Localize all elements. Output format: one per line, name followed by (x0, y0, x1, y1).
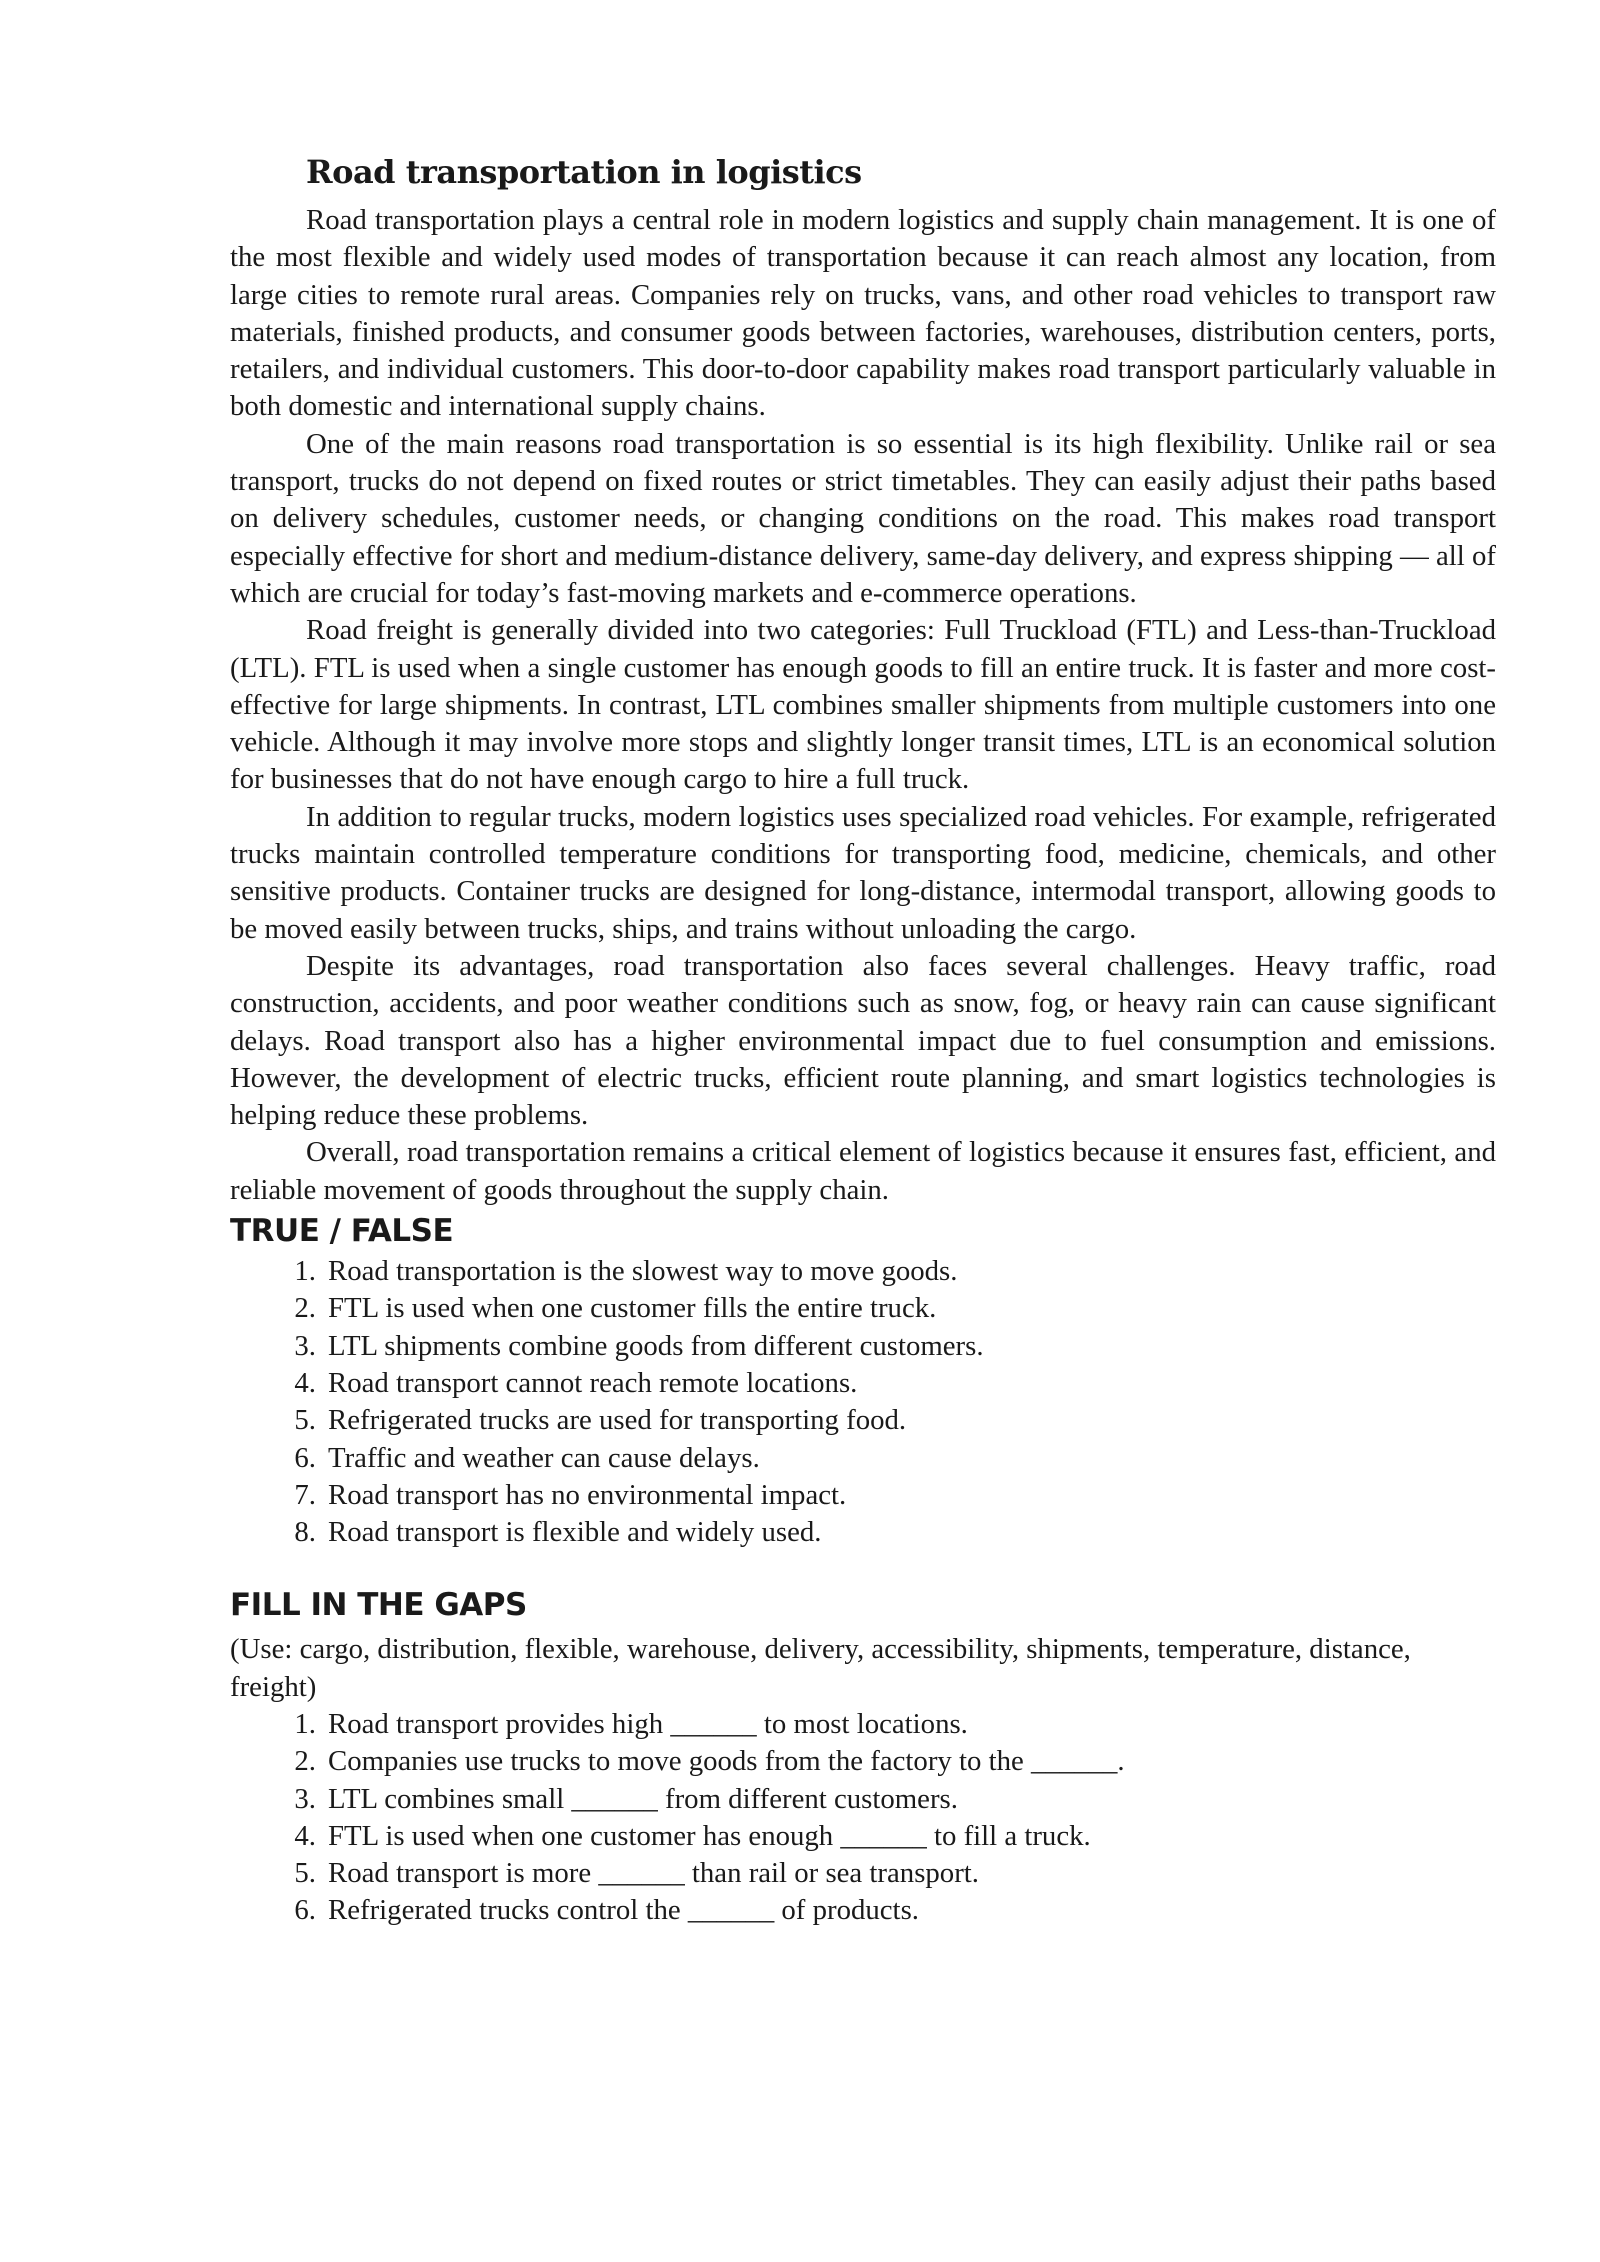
true-false-list (230, 1253, 1496, 1551)
list-item (230, 1514, 1496, 1551)
list-item (230, 1743, 1496, 1780)
paragraph: Road transportation plays a central role in modern logistics and supply chain management. It is one of the most flexible and widely used modes of transportation because it can reach almost any location, from large cities to remote rural areas. Companies rely on trucks, vans, and other road vehicles to transport raw materials, finished products, and consumer goods between factories, warehouses, distribution centers, ports, retailers, and individual customers. This door-to-door capability makes road transport particularly valuable in both domestic and international supply chains. (230, 204, 1496, 423)
document-page (230, 150, 1496, 1930)
item-text: Road transportation is the slowest way to move goods. (328, 1255, 958, 1288)
item-number: 5. (294, 1404, 316, 1437)
item-number: 8. (294, 1516, 316, 1549)
paragraph: Despite its advantages, road transportation also faces several challenges. Heavy traffic, road construction, accidents, and poor weather conditions such as snow, fog, or heavy rain can cause significant delays. Road transport also has a higher environmental impact due to fuel consumption and emissions. However, the development of electric trucks, efficient route planning, and smart logistics technologies is helping reduce these problems. (230, 949, 1496, 1132)
item-number: 1. (294, 1707, 316, 1740)
item-number: 5. (294, 1857, 316, 1890)
item-number: 6. (294, 1441, 316, 1474)
item-number: 2. (294, 1745, 316, 1778)
item-text: Road transport cannot reach remote locations. (328, 1366, 858, 1399)
item-number: 4. (294, 1819, 316, 1852)
list-item (230, 1365, 1496, 1402)
list-item (230, 1781, 1496, 1818)
item-text: Road transport is flexible and widely used. (328, 1516, 822, 1549)
list-item (230, 1855, 1496, 1892)
paragraph: Overall, road transportation remains a critical element of logistics because it ensures fast, efficient, and reliable movement of goods throughout the supply chain. (230, 1136, 1496, 1206)
paragraph: Road freight is generally divided into two categories: Full Truckload (FTL) and Less-than-Truckload (LTL). FTL is used when a single customer has enough goods to fill an entire truck. It is faster and more cost-effective for large shipments. In contrast, LTL combines smaller shipments from multiple customers into one vehicle. Although it may involve more stops and slightly longer transit times, LTL is an economical solution for businesses that do not have enough cargo to hire a full truck. (230, 614, 1496, 796)
item-number: 3. (294, 1782, 316, 1815)
item-number: 6. (294, 1894, 316, 1927)
document-title: Road transportation in logistics (306, 153, 862, 191)
paragraph: One of the main reasons road transportation is so essential is its high flexibility. Unlike rail or sea transport, trucks do not depend on fixed routes or strict timetables. They can easily adjust their paths based on delivery schedules, customer needs, or changing conditions on the road. This makes road transport especially effective for short and medium-distance delivery, same-day delivery, and express shipping — all of which are crucial for today’s fast-moving markets and e-commerce operations. (230, 427, 1496, 609)
list-item (230, 1290, 1496, 1327)
item-text: Companies use trucks to move goods from the factory to the ______. (328, 1745, 1125, 1778)
list-item (230, 1706, 1496, 1743)
list-item (230, 1440, 1496, 1477)
item-number: 2. (294, 1292, 316, 1325)
item-text: LTL shipments combine goods from different customers. (328, 1329, 984, 1362)
item-text: LTL combines small ______ from different customers. (328, 1782, 958, 1815)
item-text: Road transport provides high ______ to most locations. (328, 1707, 968, 1740)
word-bank: (Use: cargo, distribution, flexible, warehouse, delivery, accessibility, shipments, temperature, distance, freight) (230, 1633, 1411, 1703)
item-text: Road transport is more ______ than rail or sea transport. (328, 1857, 979, 1890)
item-text: Refrigerated trucks are used for transporting food. (328, 1404, 907, 1437)
item-number: 7. (294, 1478, 316, 1511)
item-text: Traffic and weather can cause delays. (328, 1441, 760, 1474)
item-text: FTL is used when one customer fills the entire truck. (328, 1292, 937, 1325)
true-false-heading: TRUE / FALSE (230, 1213, 454, 1250)
item-text: Refrigerated trucks control the ______ of products. (328, 1894, 919, 1927)
list-item (230, 1328, 1496, 1365)
fill-gaps-heading: FILL IN THE GAPS (230, 1587, 527, 1624)
list-item (230, 1253, 1496, 1290)
list-item (230, 1892, 1496, 1929)
list-item (230, 1477, 1496, 1514)
list-item (230, 1402, 1496, 1439)
fill-gaps-list (230, 1706, 1496, 1930)
item-text: Road transport has no environmental impact. (328, 1478, 847, 1511)
item-number: 1. (294, 1255, 316, 1288)
list-item (230, 1818, 1496, 1855)
item-number: 3. (294, 1329, 316, 1362)
item-number: 4. (294, 1366, 316, 1399)
paragraph: In addition to regular trucks, modern logistics uses specialized road vehicles. For example, refrigerated trucks maintain controlled temperature conditions for transporting food, medicine, chemicals, and other sensitive products. Container trucks are designed for long-distance, intermodal transport, allowing goods to be moved easily between trucks, ships, and trains without unloading the cargo. (230, 800, 1496, 945)
item-text: FTL is used when one customer has enough ______ to fill a truck. (328, 1819, 1091, 1852)
